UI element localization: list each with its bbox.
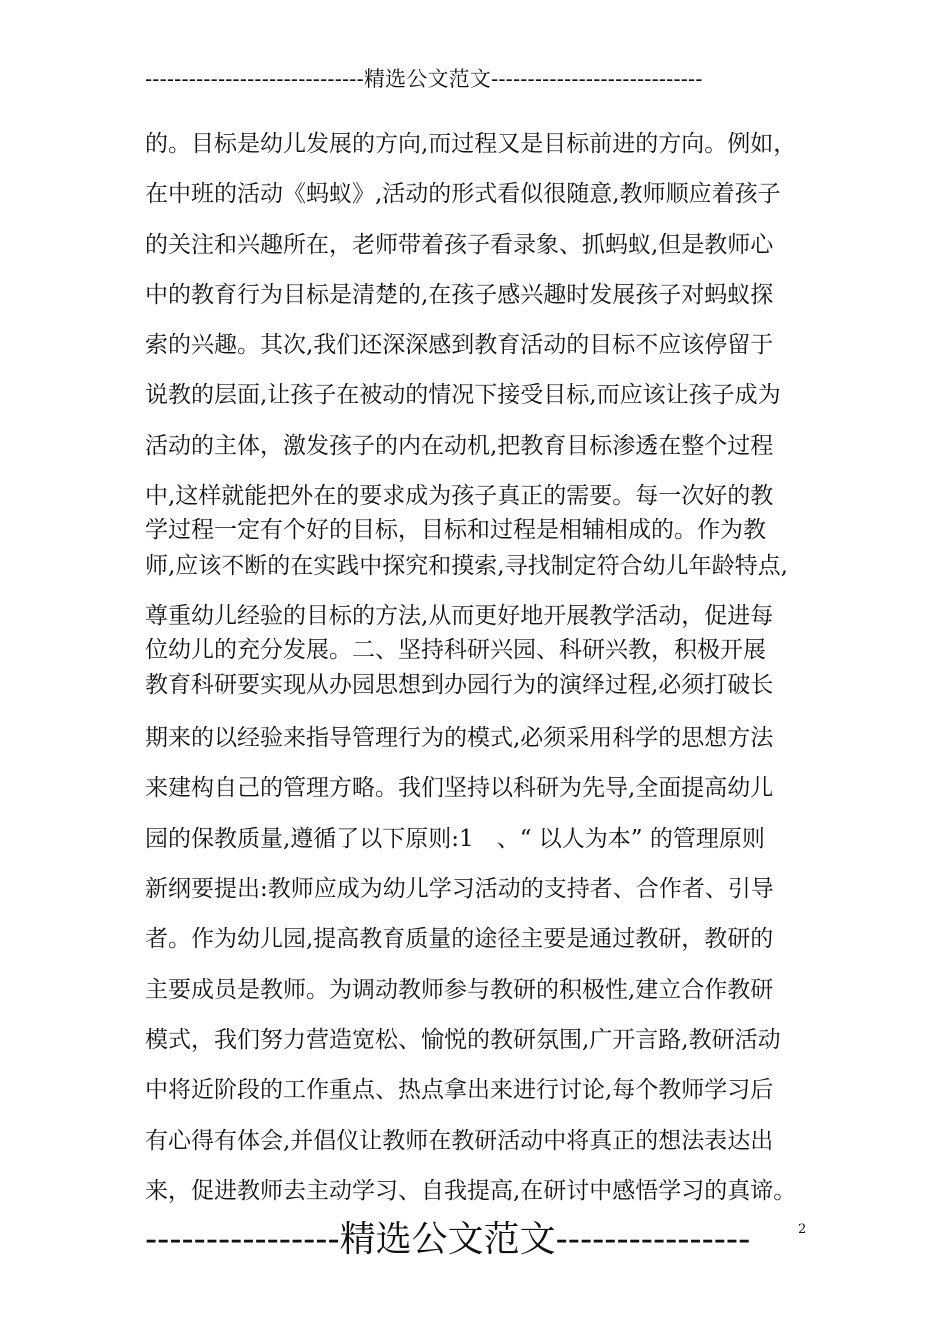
body-line: 新纲要提出:教师应成为幼儿学习活动的支持者、合作者、引导 (145, 876, 774, 902)
body-line: 期来的以经验来指导管理行为的模式,必须采用科学的思想方法 (145, 725, 774, 751)
body-line: 模式，我们努力营造宽松、愉悦的教研氛围,广开言路,教研活动 (145, 1027, 781, 1053)
body-line: 位幼儿的充分发展。二、坚持科研兴园、科研兴教，积极开展 (145, 637, 766, 663)
body-line: 说教的层面,让孩子在被动的情况下接受目标,而应该让孩子成为 (145, 382, 781, 408)
body-line: 的关注和兴趣所在，老师带着孩子看录象、抓蚂蚁,但是教师心 (145, 232, 774, 258)
body-line: 教育科研要实现从办园思想到办园行为的演绎过程,必须打破长 (145, 672, 774, 698)
body-line: 来建构自己的管理方略。我们坚持以科研为先导,全面提高幼儿 (145, 775, 774, 801)
body-line: 主要成员是教师。为调动教师参与教研的积极性,建立合作教研 (145, 977, 774, 1003)
body-line: 在中班的活动《蚂蚁》,活动的形式看似很随意,教师顺应着孩子 (145, 181, 781, 207)
body-line: 中,这样就能把外在的要求成为孩子真正的需要。每一次好的教 (145, 483, 774, 509)
body-line: 尊重幼儿经验的目标的方法,从而更好地开展教学活动，促进每 (145, 603, 774, 629)
page-footer: ----------------精选公文范文---------------- (145, 1219, 751, 1260)
body-line: 的。目标是幼儿发展的方向,而过程又是目标前进的方向。例如， (145, 131, 797, 157)
body-line: 师,应该不断的在实践中探究和摸索,寻找制定符合幼儿年龄特点, (145, 553, 788, 579)
body-line: 来，促进教师去主动学习、自我提高,在研讨中感悟学习的真谛。 (145, 1178, 797, 1204)
body-line: 有心得有体会,并倡仪让教师在教研活动中将真正的想法表达出 (145, 1128, 774, 1154)
body-line: 活动的主体，激发孩子的内在动机,把教育目标渗透在整个过程 (145, 433, 774, 459)
body-line: 中将近阶段的工作重点、热点拿出来进行讨论,每个教师学习后 (145, 1077, 774, 1103)
body-line: 索的兴趣。其次,我们还深深感到教育活动的目标不应该停留于 (145, 332, 774, 358)
page-number: 2 (798, 1222, 807, 1237)
body-line: 者。作为幼儿园,提高教育质量的途径主要是通过教研，教研的 (145, 926, 774, 952)
body-line: 中的教育行为目标是清楚的,在孩子感兴趣时发展孩子对蚂蚁探 (145, 282, 774, 308)
body-line: 园的保教质量,遵循了以下原则:1 、“ 以人为本” 的管理原则 (145, 826, 765, 852)
body-line: 学过程一定有个好的目标，目标和过程是相辅相成的。作为教 (145, 517, 766, 543)
page-header: ------------------------------精选公文范文----------------------------- (145, 67, 703, 91)
